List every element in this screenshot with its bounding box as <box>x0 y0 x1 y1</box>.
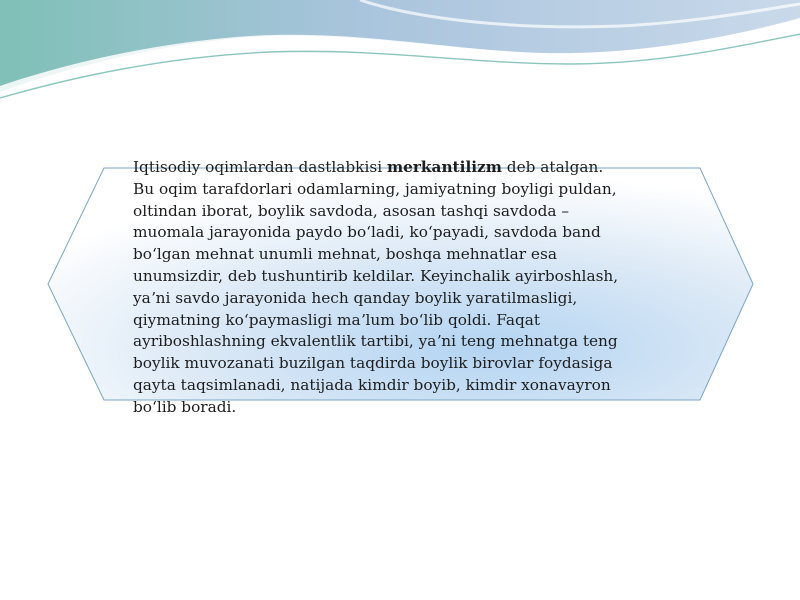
paragraph-line: boʻlgan mehnat unumli mehnat, boshqa mehnatlar esa <box>133 245 557 264</box>
paragraph-line: muomala jarayonida paydo boʻladi, koʻpayadi, savdoda band <box>133 223 601 242</box>
paragraph-line: boʻlib boradi. <box>133 397 237 416</box>
paragraph-line: unumsizdir, deb tushuntirib keldilar. Keyinchalik ayirboshlash, <box>133 266 619 285</box>
paragraph-line: ayriboshlashning ekvalentlik tartibi, yaʼni teng mehnatga teng <box>133 332 618 351</box>
paragraph-line: oltindan iborat, boylik savdoda, asosan tashqi savdoda – <box>133 201 570 220</box>
bold-term: merkantilizm <box>386 158 502 176</box>
paragraph-line: Bu oqim tarafdorlari odamlarning, jamiyatning boyligi puldan, <box>133 179 617 198</box>
paragraph-text <box>133 157 673 419</box>
paragraph-line: yaʼni savdo jarayonida hech qanday boylik yaratilmasligi, <box>133 288 578 307</box>
paragraph-line: Iqtisodiy oqimlardan dastlabkisi merkantilizm deb atalgan. <box>133 158 604 176</box>
paragraph-line: qayta taqsimlanadi, natijada kimdir boyib, kimdir xonavayron <box>133 375 611 394</box>
paragraph-line: boylik muvozanati buzilgan taqdirda boylik birovlar foydasiga <box>133 354 613 373</box>
paragraph-line: qiymatning koʻpaymasligi maʼlum boʻlib qoldi. Faqat <box>133 310 541 329</box>
